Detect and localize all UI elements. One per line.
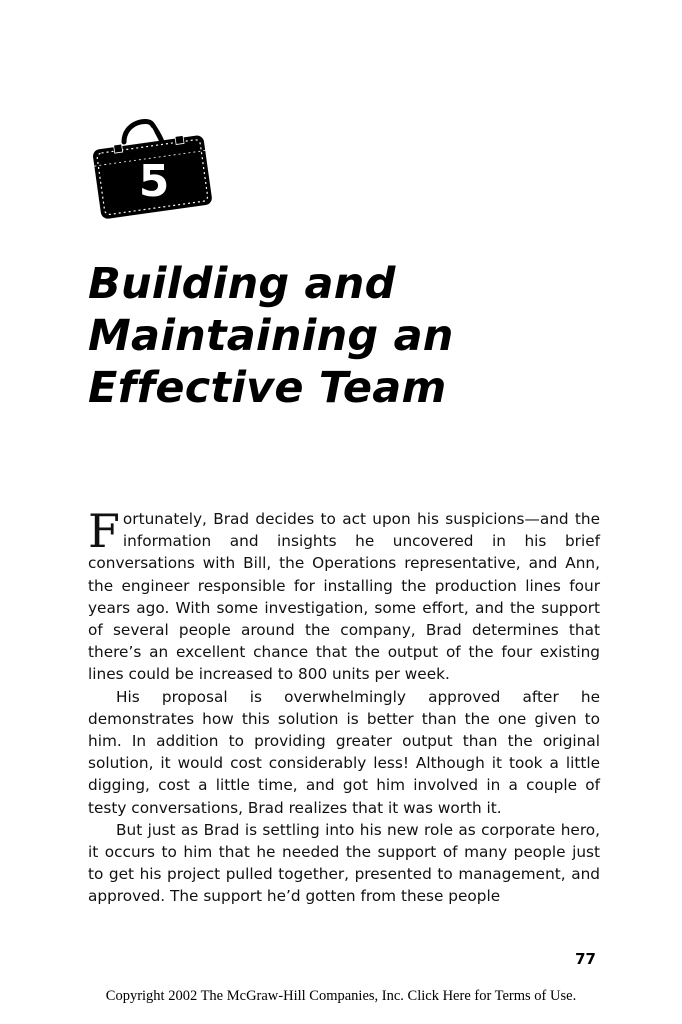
paragraph: His proposal is overwhelmingly approved after he demonstrates how this solution is better than the one given to him. In addition to providing greater output than the original solution, it would cost considerably less! Although it took a little digging, cost a little time, and got him involved in a couple of testy conversations, Brad realizes that it was worth it.: [88, 687, 600, 817]
copyright-notice[interactable]: Copyright 2002 The McGraw-Hill Companies, Inc. Click Here for Terms of Use.: [105, 988, 577, 1004]
paragraph-text: ortunately, Brad decides to act upon his suspicions—and the information and insights he uncovered in his brief conversations with Bill, the Operations representative, and Ann, the engineer responsible for installing the production lines four years ago. With some investigation, some effort, and the support of several people around the company, Brad determines that there’s an excellent chance that the output of the four existing lines could be increased to 800 units per week.: [88, 510, 600, 684]
drop-cap: F: [88, 504, 120, 558]
body-text: [88, 504, 600, 908]
paragraph: But just as Brad is settling into his new role as corporate hero, it occurs to him that he needed the support of many people just to get his project pulled together, presented to management, and approved. The support he’d gotten from these people: [88, 820, 600, 906]
chapter-title-line: Effective Team: [88, 363, 447, 413]
chapter-title: [88, 258, 608, 414]
chapter-title-line: Maintaining an: [88, 311, 454, 361]
paragraph: [88, 504, 600, 686]
page-number: 77: [575, 950, 596, 968]
chapter-number: 5: [138, 156, 170, 207]
chapter-title-line: Building and: [88, 259, 396, 309]
briefcase-chapter-icon: [88, 112, 218, 222]
